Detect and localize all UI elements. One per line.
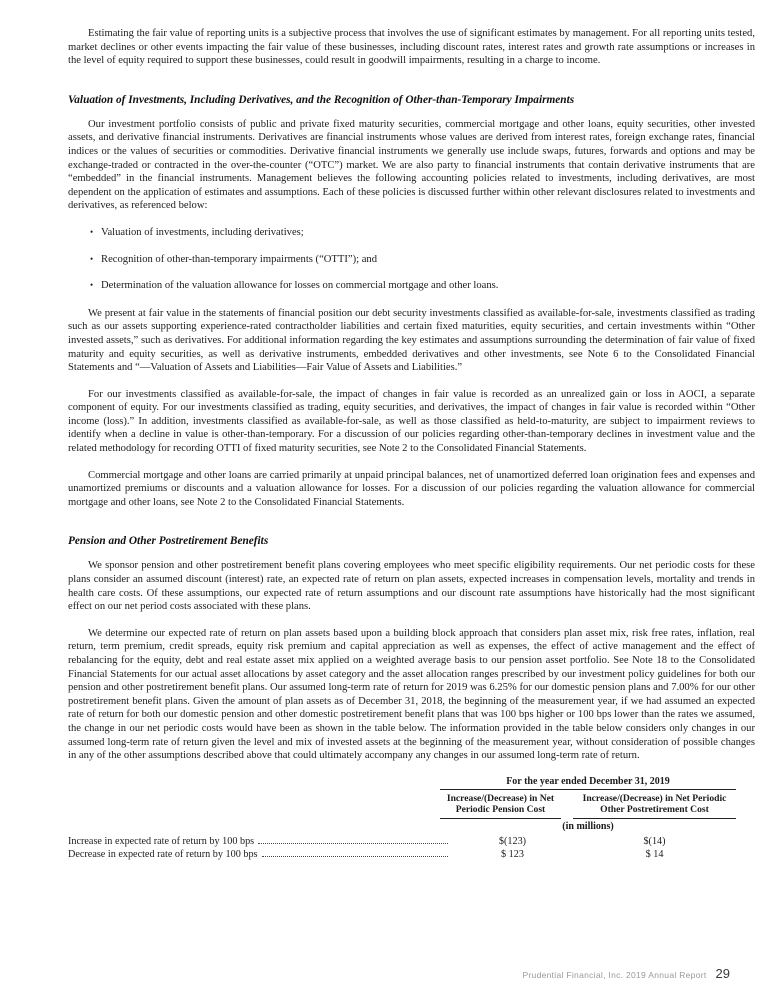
pension-cost-value: $ 123 (501, 849, 524, 861)
page-number: 29 (715, 966, 730, 981)
page-footer (522, 966, 730, 981)
table-header-block (440, 776, 736, 835)
valuation-paragraph-3: For our investments classified as available-for-sale, the impact of changes in fair value is recorded as an unrealized gain or loss in AOCI, a separate component of equity. For our investments classified as trading, equity securities, and derivatives, the impact of changes in fair value is recorded within “Other income (loss).” In addition, investments classified as available-for-sale, as well as those classified as held-to-maturity, are subject to impairment reviews to identify when a decline in value is other-than-temporary. For a discussion of our policies regarding other-than-temporary declines in investment value and the related methodology for recording OTTI of fixed maturity securities, see Note 2 to the Consolidated Financial Statements. (68, 388, 755, 455)
table-row (68, 835, 755, 849)
table-units-label: (in millions) (562, 820, 614, 832)
goodwill-paragraph: Estimating the fair value of reporting units is a subjective process that involves the use of significant estimates by management. For all reporting units tested, market declines or other events impacting the fair value of these businesses, including discount rates, interest rates and growth rate assumptions or increases in the level of equity required to support these businesses, could result in goodwill impairments, resulting in a charge to income. (68, 28, 755, 67)
column-header-pension-cost: Increase/(Decrease) in Net Periodic Pension Cost (440, 793, 561, 819)
rate-of-return-sensitivity-table (68, 776, 755, 862)
table-row (68, 848, 755, 862)
pension-section-heading: Pension and Other Postretirement Benefits (68, 535, 269, 548)
column-header-postretirement-cost: Increase/(Decrease) in Net Periodic Other Postretirement Cost (573, 793, 736, 819)
table-column-headers (440, 790, 736, 819)
valuation-paragraph-2: We present at fair value in the statements of financial position our debt security investments classified as available-for-sale, investments classified as trading such as our assets supporting experience-rated contractholder liabilities and certain fixed maturities, equity securities, and certain investments within “Other invested assets,” such as derivatives. For additional information regarding the key estimates and assumptions surrounding the determination of fair value of fixed maturity and equity securities, as well as derivative instruments, embedded derivatives and other investments, see Note 6 to the Consolidated Financial Statements and “—Valuation of Assets and Liabilities—Fair Value of Assets and Liabilities.” (68, 307, 755, 374)
valuation-paragraph-4: Commercial mortgage and other loans are carried primarily at unpaid principal balances, net of unamortized deferred loan origination fees and expenses and unamortized premiums or discounts and a valuation allowance for losses. For a discussion of our policies regarding the valuation allowance for commercial mortgage and other loans, see Note 2 to the Consolidated Financial Statements. (68, 469, 755, 508)
bullet-item: • Recognition of other-than-temporary impairments (“OTTI”); and (90, 253, 755, 267)
valuation-paragraph-1: Our investment portfolio consists of public and private fixed maturity securities, commercial mortgage and other loans, equity securities, other invested assets, and derivative financial instruments. Derivatives are financial instruments whose values are derived from interest rates, foreign exchange rates, financial indices or the values of securities or commodities. Derivative financial instruments we generally use include swaps, futures, forwards and options and may be exchange-traded or contracted in the over-the-counter (“OTC”) market. We are also party to financial instruments that contain derivative instruments that are “embedded” in the financial instruments. Management believes the following accounting policies related to investments, including derivatives, are most dependent on the application of estimates and assumptions. Each of these policies is discussed further within other relevant disclosures related to investments and derivatives, as referenced below: (68, 118, 755, 212)
pension-paragraph-1: We sponsor pension and other postretirement benefit plans covering employees who meet specific eligibility requirements. Our net periodic costs for these plans consider an assumed discount (interest) rate, an expected rate of return on plan assets, expected increases in compensation levels, mortality and trends in health care costs. Of these assumptions, our expected rate of return assumptions and our discount rate assumptions have historically had the most significant effect on our net period costs associated with these plans. (68, 560, 755, 613)
valuation-bullet-list (68, 226, 755, 293)
dot-leader (258, 843, 448, 844)
table-period-header: For the year ended December 31, 2019 (440, 776, 736, 790)
pension-cost-value: $(123) (498, 835, 527, 847)
valuation-section-heading: Valuation of Investments, Including Derivatives, and the Recognition of Other-than-Temporary Impairments (68, 93, 575, 106)
row-label: Increase in expected rate of return by 100 bps (68, 835, 255, 847)
postretirement-cost-value: $ 14 (645, 849, 664, 861)
dot-leader (262, 856, 448, 857)
footer-report-title: Prudential Financial, Inc. 2019 Annual Report (522, 970, 707, 980)
row-label: Decrease in expected rate of return by 100 bps (68, 849, 258, 861)
bullet-item: • Determination of the valuation allowance for losses on commercial mortgage and other loans. (90, 279, 755, 293)
postretirement-cost-value: $(14) (643, 835, 666, 847)
bullet-item: • Valuation of investments, including derivatives; (90, 226, 755, 240)
pension-paragraph-2: We determine our expected rate of return on plan assets based upon a building block approach that considers plan asset mix, risk free rates, inflation, real return, term premium, credit spreads, equity risk premium and capital appreciation as well as expenses, the effect of active management and the effect of rebalancing for the equity, debt and real estate asset mix applied on a weighted average basis to our pension asset portfolio. See Note 18 to the Consolidated Financial Statements for our actual asset allocations by asset category and the asset allocation ranges prescribed by our investment policy guidelines for both our pension and other postretirement benefit plans. Our assumed long-term rate of return for 2019 was 6.25% for our domestic pension plans and 7.00% for our other postretirement benefit plans. Given the amount of plan assets as of December 31, 2018, the beginning of the measurement year, if we had assumed an expected rate of return for both our domestic pension and other domestic postretirement benefit plans that was 100 bps higher or 100 bps lower than the rates we assumed, the change in our net periodic costs would have been as shown in the table below. The information provided in the table below considers only changes in our assumed long-term rate of return given the level and mix of invested assets at the beginning of the measurement year, without consideration of possible changes in any of the other assumptions described above that could ultimately accompany any changes in our assumed long-term rate of return. (68, 627, 755, 762)
